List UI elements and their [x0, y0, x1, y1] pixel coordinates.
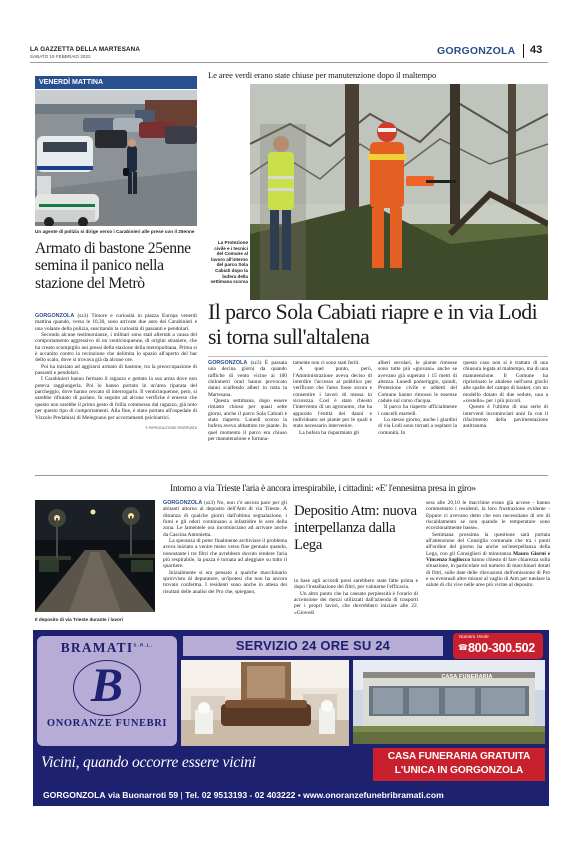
parco-kicker: Le aree verdi erano state chiuse per manutenzione dopo il maltempo	[208, 70, 437, 80]
logo-monogram: B	[90, 659, 123, 712]
footer-website-link[interactable]: www.onoranzefunebribramati.com	[303, 790, 444, 800]
parco-headline: Il parco Sola Cabiati riapre e in via Lodi si torna sull'altalena	[208, 300, 538, 349]
armato-dateline: GORGONZOLA	[35, 313, 75, 319]
parco-column-4	[463, 360, 548, 430]
trieste-text-2b: Un altro punto che ha causato perplessità è l'orario di accensione dei mezzi utilizzati dall'azienda di trasporti per i propri lavori, che dovrebbero iniziare alle 22. «Giovedì	[294, 590, 418, 616]
bramati-ad	[33, 630, 549, 806]
brand-suffix: S.R.L.	[133, 642, 154, 648]
trieste-text-2: in base agli accordi presi sarebbero state fatte prima e dopo l'installazione dei filtri, per valutarne l'efficacia.	[294, 578, 418, 591]
park-workers-image	[250, 84, 548, 300]
parco-text-2: tamente non ci sono stati feriti.	[293, 360, 360, 366]
parco-text-4: questo caso non si è trattato di una chiusura legata al maltempo, ma di una manutenzione. Il Comune ha ripristinato le altalene nell'area giochi alle spalle del campo di basket, con un modello dotato di due sedute, una a «cestello» per i più piccoli.	[463, 360, 548, 405]
trieste-text-1: (sz3) No, non c'è ancora pace per gli abitanti attorno al deposito dell'Atm di via Trieste. A distanza di qualche giorni dall'ultima segnalazione, i fumi e gli odori continuano a infastidire le sere della zona. Le lamentele ora incominciano ad arrivare anche da Cascina Antonietta.	[163, 500, 287, 538]
parco-text-2c: La bufera ha risparmiato gli	[299, 429, 360, 436]
building-photo	[353, 660, 545, 744]
footer-city: GORGONZOLA	[43, 790, 106, 800]
trieste-dateline: GORGONZOLA	[163, 500, 203, 506]
armato-paragraph-1: (sz3) Timore e curiosità in piazza Europa venerdì mattina quando, verso le 10,30, sono arrivate due auto dei Carabinieri e una volante della polizia, suscitando la curiosità di passanti e pendolari.	[35, 313, 197, 332]
night-deposit-image	[35, 500, 155, 612]
trieste-text-1c: Inizialmente si era pensato a qualche macchinario sprovvisto di depuratore, un'ipotesi che non ha ancora trovato conferma. I residenti sono anche in attesa dei risultati delle analisi dei Pro che, spiegano,	[163, 569, 287, 595]
trieste-councillors: Mauro Giorni e Vincenzo Sagliocco	[426, 550, 550, 564]
parco-text-3c: Lo stesso giorno, anche i giardini di via Lodi sono tornati a ospitare la comunità. In	[378, 417, 457, 436]
ad-slogan: Vicini, quando occorre essere vicini	[41, 754, 256, 771]
trieste-column-2	[294, 578, 418, 616]
parco-column-1	[208, 360, 287, 442]
parco-text-1b: Questa settimana, dopo essere rimasto chiuso per quasi sette giorni, anche il parco Sola Cabiati è stato riaperto. Lunedì scorso la bufera aveva abbattuto tre piante. In quel momento il parco era chiuso per manutenzione e fortuna-	[208, 398, 287, 443]
copyright-note: © RIPRODUZIONE RISERVATA	[145, 425, 197, 430]
parco-text-4b: Questo è l'ultimo di una serie di interventi incominciati anni fa con il rifacimento della pavimentazione antitrauma.	[463, 404, 548, 430]
service-hours: SERVIZIO 24 ORE SU 24	[235, 638, 391, 653]
building-image	[353, 660, 545, 744]
parco-text-3: alberi secolari, le piante rimosse sono tutte più «giovani» anche se avevano già superato i 15 metri di altezza. Lunedì pomeriggio, quindi, Protezione civile e addetti del Comune hanno rimosso le essenze cadute sul corso d'acqua.	[378, 360, 457, 405]
trieste-headline: Depositio Atm: nuova interpellanza dalla Lega	[294, 503, 417, 553]
trieste-text-3c: hanno chiesto di fare chiarezza sulla situazione, in particolare sul numero di macchinari dotati di filtri, sulle date delle rilevazioni dell'emissione di Pro e su eventuali altre misure al vaglio di Atm per tutelare la salute di chi vive nelle aree più vicine al deposito.	[426, 557, 550, 589]
trieste-text-3b: Settimana prossima la questione sarà portata all'attenzione del Consiglio comunale che tra i punti all'ordine del giorno ha anche un'interpellanza della Lega, con gli Consiglieri di minoranza	[426, 531, 550, 557]
deposit-photo-caption: Il deposito di via Trieste durante i lavori	[35, 617, 124, 622]
section-name: GORGONZOLA	[437, 45, 516, 57]
parco-photo-caption: La Protezione civile e i tecnici del Comune al lavoro all'interno del parco Sola Cabiati dopo la bufera della settimana scorsa	[210, 240, 248, 285]
trieste-top-rule	[35, 475, 548, 476]
footer-bullet-icon: •	[297, 790, 301, 800]
showroom-photo	[181, 660, 349, 746]
day-badge: VENERDÌ MATTINA	[35, 76, 197, 89]
brand-arc: ONORANZE FUNEBRI	[46, 718, 168, 729]
brand-name	[47, 640, 167, 656]
armato-paragraph-3: Poi ha iniziato ad aggirarsi armato di bastone, tra la preoccupazione di passanti e pendolari.	[35, 363, 197, 377]
casa-line-2: L'UNICA IN GORGONZOLA	[394, 765, 524, 776]
trieste-column-1	[163, 500, 287, 595]
armato-paragraph-2: Secondo alcune testimonianze, i militari sono stati allertati a causa del comportamento aggressivo di un venticinquenne, di origini straniere, che ha creato scompiglio nei pressi della stazione della metropolitana. Prima si è accanito contro la recinzione che delimita lo spazio all'aperto del bar dello scalo, dove si trovava già da alcune ore.	[35, 332, 197, 364]
phone-label: Numero Verde	[459, 634, 489, 639]
armato-paragraph-4: I Carabinieri hanno fermato il ragazzo e gettato la sua arma dove non poteva raggiungerla. Poi lo hanno portato in un'area riparata del parcheggio, dove hanno cercato di interrogarlo. Il venticinquenne, però, si sarebbe rifiutato di parlare. In seguito ad alcune verifiche è emerso che questo non sarebbe il primo gesto di follia commesso dal ragazzo, già noto per questo tipo di comportamenti. Alla fine, è stato portato all'ospedale di Vizzolo Predabissi di Melegnano per accertamenti psichiatrici.	[35, 376, 197, 421]
police-photo-caption: Un agente di polizia si dirige verso i Carabinieri alle prese con il 25enne	[35, 229, 195, 234]
trieste-text-1b: La speranza di poter finalmente archiviare il problema aveva iniziato a venire meno verso fine gennaio quando, nonostante i tre filtri che avrebbero dovuto rendere l'aria più respirabile, la puzza è tornata ad aleggiare su tutto il quartiere.	[163, 538, 287, 570]
parco-text-2b: A quel punto, però, l'Amministrazione aveva deciso di interdire l'accesso al pubblico per verificare che l'area fosse sicura e consentire i lavori di messa in sicurezza. Così è stato chiesto l'intervento di un agronomo, che ha appurato l'entità dei danni e individuato sei piante per le quali è stato necessario intervenire.	[293, 366, 372, 430]
footer-address: via Buonarroti 59	[107, 790, 179, 800]
masthead-rule	[30, 62, 548, 63]
parco-rule	[208, 356, 548, 357]
armato-body	[35, 313, 197, 431]
building-sign: CASA FUNERARIA	[441, 674, 493, 680]
trieste-text-3: sera alle 20,10 le macchine erano già accese - hanno commentato i residenti, la loro frustrazione evidente - Eppure ci avevano detto che non necessitano di ore di riscaldamento se non quando le temperature sono eccezionalmente basse».	[426, 500, 550, 532]
footer-sep-1: |	[180, 790, 183, 800]
section-divider	[523, 44, 524, 58]
parco-dateline: GORGONZOLA	[208, 360, 248, 366]
trieste-column-3	[426, 500, 550, 589]
station-parking-image	[35, 90, 197, 226]
parco-column-3	[378, 360, 457, 436]
trieste-kicker: Intorno a via Trieste l'aria è ancora irrespirabile, i cittadini: «E' l'ennesima presa in giro»	[170, 483, 476, 494]
phone-badge[interactable]	[453, 633, 543, 659]
police-photo	[35, 90, 197, 226]
phone-icon: ☎	[458, 643, 468, 652]
parco-photo	[250, 84, 548, 300]
masthead	[30, 40, 548, 66]
parco-text-1: (sz3) È passata una decina giorni da quando raffiche di vento vicine ai 100 chilometri orari hanno provocato danni scalfendo alberi in tutta la Martesana.	[208, 360, 287, 398]
deposit-photo	[35, 500, 155, 612]
footer-phone[interactable]: Tel. 02 9513193 - 02 403222	[185, 790, 296, 800]
parco-text-3b: Il parco ha riaperto ufficialmente i cancelli martedì.	[378, 404, 457, 417]
ad-footer	[33, 785, 549, 806]
parco-column-2	[293, 360, 372, 436]
issue-date: SABATO 19 FEBBRAIO 2022	[30, 53, 91, 59]
phone-number: 800-300.502	[468, 641, 535, 655]
casa-line-1: CASA FUNERARIA GRATUITA	[387, 751, 531, 762]
armato-headline: Armato di bastone 25enne semina il panico nella stazione del Metrò	[35, 240, 191, 292]
showroom-image	[181, 660, 349, 746]
paper-name: LA GAZZETTA DELLA MARTESANA	[30, 46, 140, 53]
page-number: 43	[530, 44, 543, 56]
brand-text: BRAMATI	[60, 640, 134, 655]
